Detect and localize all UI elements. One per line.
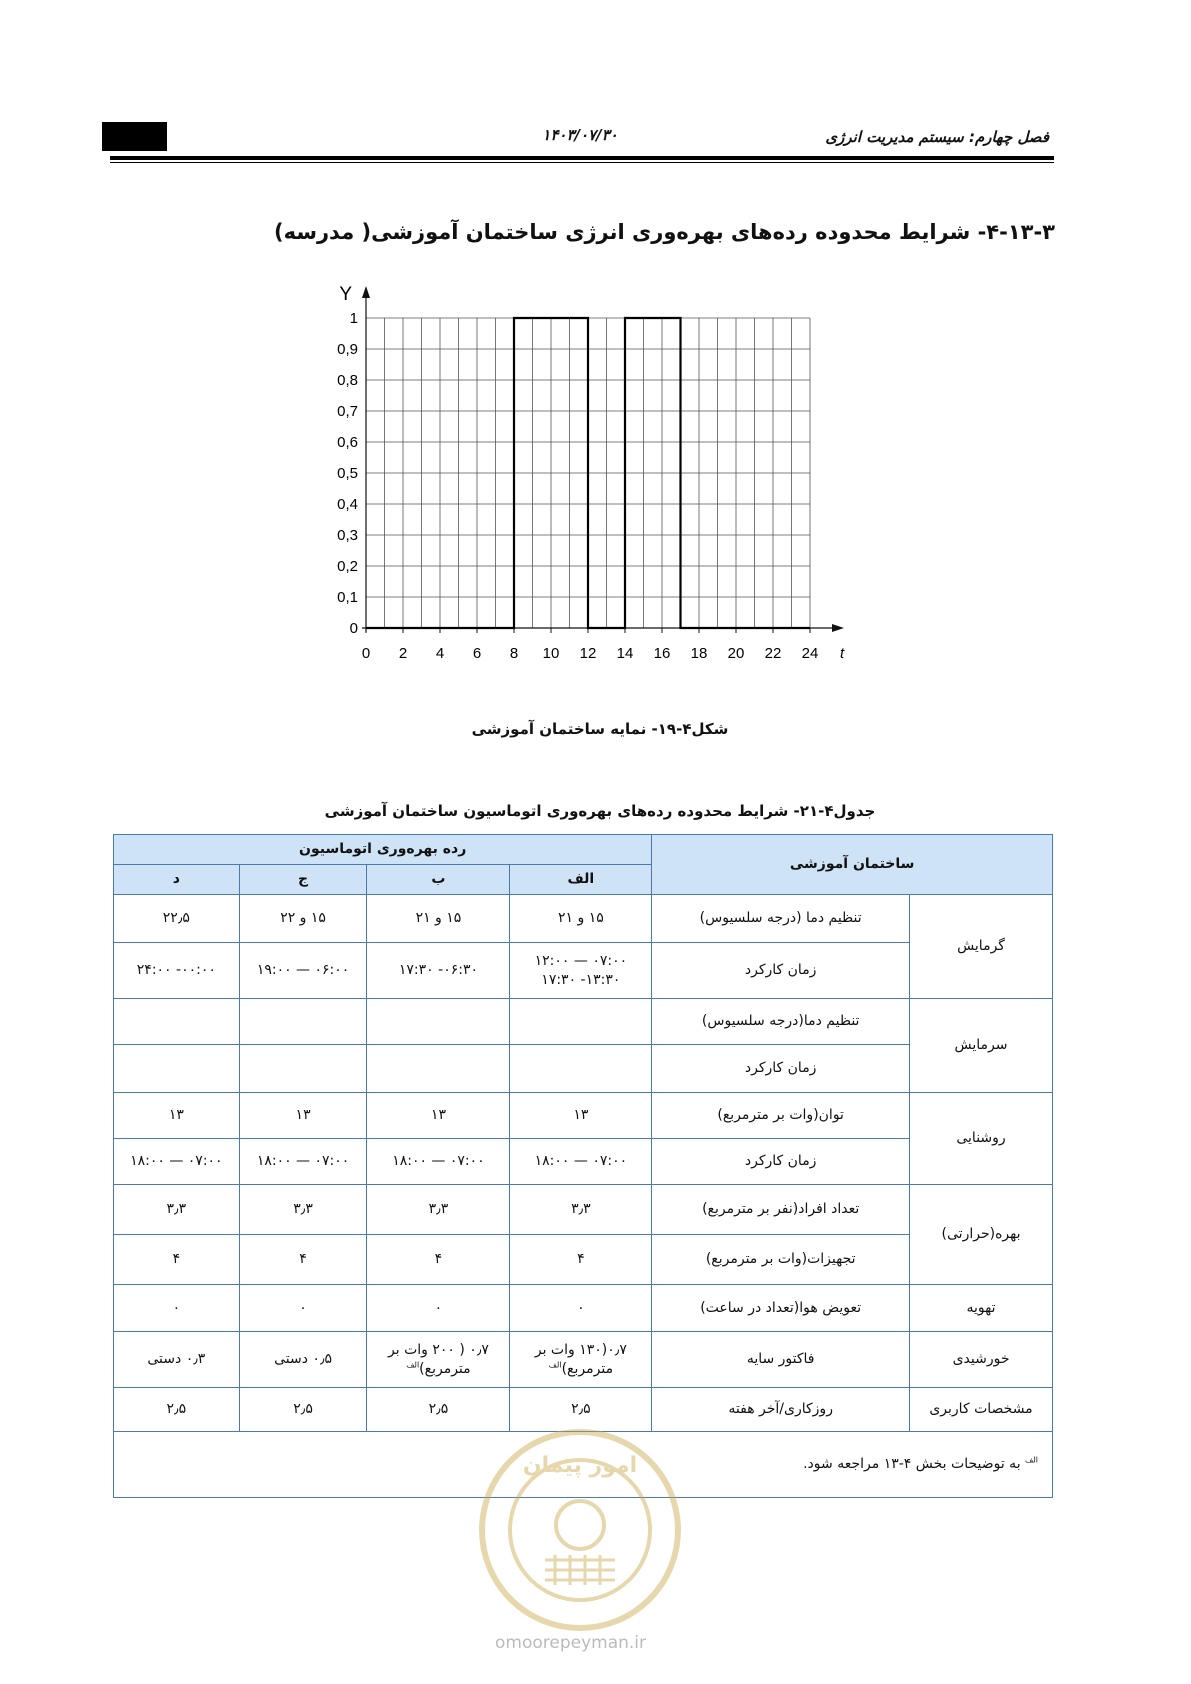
value-cell: ۰٫۷ ( ۲۰۰ وات بر مترمربع)$^{الف}$ — [367, 1332, 510, 1388]
watermark-stamp — [470, 1420, 690, 1640]
y-tick-label: 1 — [349, 310, 358, 327]
row-label-cell: زمان کارکرد — [652, 1139, 910, 1185]
value-cell: ۲٫۵ — [239, 1388, 367, 1432]
value-cell — [510, 999, 652, 1045]
row-label-cell: تجهیزات(وات بر مترمربع) — [652, 1235, 910, 1285]
y-tick-label: 0 — [349, 620, 358, 637]
row-label-cell: زمان کارکرد — [652, 943, 910, 999]
x-axis-arrow — [832, 624, 844, 632]
value-cell: ۳٫۳ — [510, 1185, 652, 1235]
value-cell: ۲٫۵ — [367, 1388, 510, 1432]
table-row — [114, 1332, 1053, 1388]
group-label-cell: خورشیدی — [910, 1332, 1053, 1388]
building-header-cell: ساختمان آموزشی — [652, 835, 1053, 895]
group-label-cell: تهویه — [910, 1285, 1053, 1332]
value-cell: ۱۵ و ۲۱ — [367, 895, 510, 943]
header-date: ۱۴۰۳/۰۷/۳۰ — [542, 126, 618, 144]
footnote-text: به توضیحات بخش ۴-۱۳ مراجعه شود. — [803, 1456, 1021, 1473]
value-cell: ۰۷:۰۰ — ۱۲:۰۰ ۱۳:۳۰- ۱۷:۳۰ — [510, 943, 652, 999]
value-cell: ۲٫۵ — [114, 1388, 240, 1432]
row-label-cell: زمان کارکرد — [652, 1045, 910, 1093]
row-label-cell: تعویض هوا(تعداد در ساعت) — [652, 1285, 910, 1332]
x-tick-label: 16 — [653, 645, 671, 662]
value-cell — [367, 1045, 510, 1093]
group-label-cell: مشخصات کاربری — [910, 1388, 1053, 1432]
value-cell: ۲۲٫۵ — [114, 895, 240, 943]
automation-class-table — [113, 834, 1053, 1498]
y-tick-label: 0,6 — [337, 434, 358, 451]
row-label-cell: فاکتور سایه — [652, 1332, 910, 1388]
value-cell: ۱۵ و ۲۲ — [239, 895, 367, 943]
row-label-cell: روزکاری/آخر هفته — [652, 1388, 910, 1432]
value-cell: ۰٫۷(۱۳۰ وات بر مترمربع)$^{الف}$ — [510, 1332, 652, 1388]
table-row — [114, 1185, 1053, 1235]
x-tick-label: 8 — [509, 645, 519, 662]
table-row — [114, 895, 1053, 943]
value-cell — [239, 999, 367, 1045]
table-row — [114, 1093, 1053, 1139]
header-rule-thin — [110, 162, 1054, 163]
y-tick-label: 0,8 — [337, 372, 358, 389]
value-cell: ۰۷:۰۰ — ۱۸:۰۰ — [510, 1139, 652, 1185]
group-label-cell: سرمایش — [910, 999, 1053, 1093]
y-tick-label: 0,1 — [337, 589, 358, 606]
value-cell: ۳٫۳ — [239, 1185, 367, 1235]
y-axis-label: Y — [339, 284, 352, 305]
value-cell — [367, 999, 510, 1045]
value-cell: ۰ — [510, 1285, 652, 1332]
x-tick-label: 18 — [690, 645, 708, 662]
x-tick-label: 4 — [435, 645, 445, 662]
table-row — [114, 1285, 1053, 1332]
header-rule-thick — [110, 156, 1054, 160]
value-cell: ۳٫۳ — [367, 1185, 510, 1235]
x-tick-label: 0 — [361, 645, 371, 662]
section-title: ۴-۱۳-۳- شرایط محدوده رده‌های بهره‌وری انرژی ساختمان آموزشی( مدرسه) — [273, 220, 1055, 244]
x-tick-label: 6 — [472, 645, 482, 662]
value-cell — [239, 1045, 367, 1093]
value-cell: ۰۶:۳۰- ۱۷:۳۰ — [367, 943, 510, 999]
value-cell: ۱۵ و ۲۱ — [510, 895, 652, 943]
x-tick-label: 12 — [579, 645, 597, 662]
value-cell: ۴ — [114, 1235, 240, 1285]
value-cell — [114, 1045, 240, 1093]
value-cell: ۴ — [367, 1235, 510, 1285]
group-label-cell: گرمایش — [910, 895, 1053, 999]
value-cell: ۰۷:۰۰ — ۱۸:۰۰ — [367, 1139, 510, 1185]
value-cell: ۰ — [367, 1285, 510, 1332]
watermark-url: omoorepeyman.ir — [495, 1633, 647, 1653]
y-tick-label: 0,4 — [337, 496, 358, 513]
value-cell: ۰ — [239, 1285, 367, 1332]
class-header-cell: رده بهره‌وری اتوماسیون — [114, 835, 652, 865]
value-cell — [114, 999, 240, 1045]
group-label-cell: بهره(حرارتی) — [910, 1185, 1053, 1285]
x-tick-label: 10 — [542, 645, 560, 662]
y-tick-label: 0,5 — [337, 465, 358, 482]
y-tick-label: 0,7 — [337, 403, 358, 420]
value-cell: ۱۳ — [114, 1093, 240, 1139]
class-column-header: الف — [510, 865, 652, 895]
figure-caption: شکل۴-۱۹- نمایه ساختمان آموزشی — [471, 720, 729, 738]
x-tick-label: 24 — [801, 645, 819, 662]
value-cell: ۱۳ — [367, 1093, 510, 1139]
value-cell: ۰۷:۰۰ — ۱۸:۰۰ — [239, 1139, 367, 1185]
y-tick-label: 0,2 — [337, 558, 358, 575]
value-cell: ۱۳ — [239, 1093, 367, 1139]
x-tick-label: 22 — [764, 645, 782, 662]
row-label-cell: توان(وات بر مترمربع) — [652, 1093, 910, 1139]
class-column-header: ج — [239, 865, 367, 895]
y-tick-label: 0,3 — [337, 527, 358, 544]
header-chapter-title: فصل چهارم: سیستم مدیریت انرژی — [825, 128, 1049, 146]
footnote-marker: الف — [1025, 1455, 1038, 1465]
x-tick-label: 14 — [616, 645, 634, 662]
value-cell: ۰۷:۰۰ — ۱۸:۰۰ — [114, 1139, 240, 1185]
header-black-block — [102, 122, 167, 151]
x-axis-label: t — [840, 645, 845, 662]
value-cell — [510, 1045, 652, 1093]
class-column-header: ب — [367, 865, 510, 895]
table-caption: جدول۴-۲۱- شرایط محدوده رده‌های بهره‌وری اتوماسیون ساختمان آموزشی — [324, 802, 876, 820]
x-tick-label: 20 — [727, 645, 745, 662]
footnote-marker: الف — [406, 1359, 420, 1369]
table-row — [114, 999, 1053, 1045]
row-label-cell: تعداد افراد(نفر بر مترمربع) — [652, 1185, 910, 1235]
occupancy-profile-chart — [310, 280, 870, 700]
row-label-cell: تنظیم دما (درجه سلسیوس) — [652, 895, 910, 943]
x-tick-label: 2 — [398, 645, 408, 662]
group-label-cell: روشنایی — [910, 1093, 1053, 1185]
watermark-stamp-text: امور پیمان — [522, 1453, 638, 1478]
y-tick-label: 0,9 — [337, 341, 358, 358]
row-label-cell: تنظیم دما(درجه سلسیوس) — [652, 999, 910, 1045]
value-cell: ۴ — [510, 1235, 652, 1285]
value-cell: ۰ — [114, 1285, 240, 1332]
value-cell: ۲٫۵ — [510, 1388, 652, 1432]
value-cell: ۳٫۳ — [114, 1185, 240, 1235]
value-cell: ۱۳ — [510, 1093, 652, 1139]
class-column-header: د — [114, 865, 240, 895]
value-cell: ۰٫۵ دستی — [239, 1332, 367, 1388]
y-axis-arrow — [362, 286, 370, 298]
value-cell: ۰۶:۰۰ — ۱۹:۰۰ — [239, 943, 367, 999]
value-cell: ۴ — [239, 1235, 367, 1285]
value-cell: ۰۰:۰۰- ۲۴:۰۰ — [114, 943, 240, 999]
value-cell: ۰٫۳ دستی — [114, 1332, 240, 1388]
footnote-marker: الف — [548, 1359, 562, 1369]
